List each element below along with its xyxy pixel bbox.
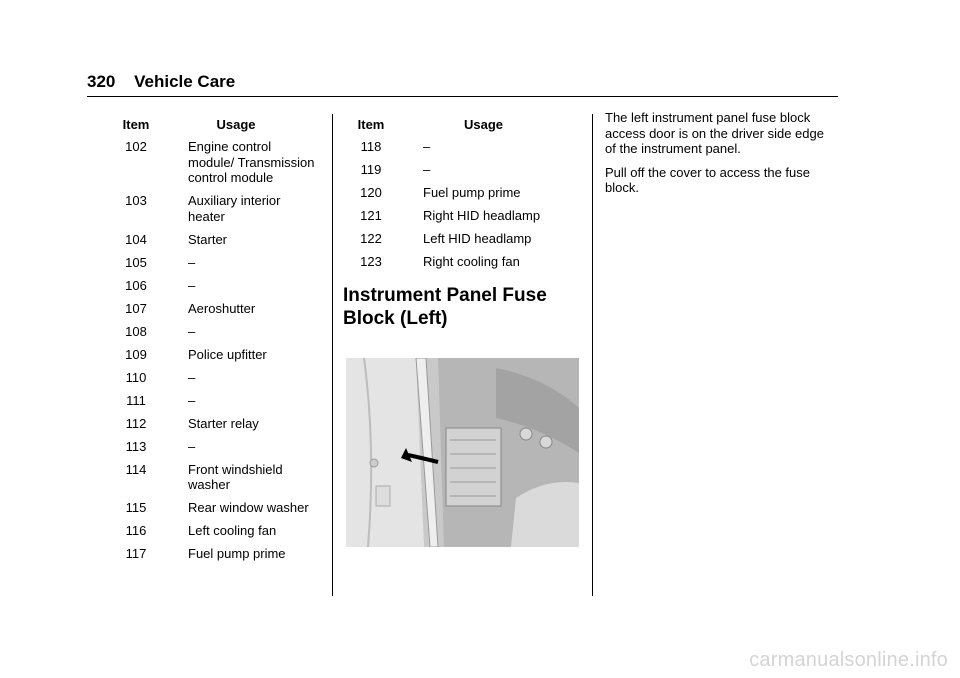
row-item-number: 111 xyxy=(126,392,146,408)
column-header-item: Item xyxy=(357,117,385,132)
row-usage: – xyxy=(188,254,196,270)
table-row xyxy=(110,546,320,562)
row-usage: – xyxy=(188,438,196,454)
column-divider-2 xyxy=(592,114,593,596)
row-usage: Starter xyxy=(188,231,228,247)
row-usage: – xyxy=(423,139,431,154)
page-title: Vehicle Care xyxy=(134,72,236,91)
row-usage: – xyxy=(188,323,196,339)
row-usage: Left cooling fan xyxy=(188,523,277,538)
table-row xyxy=(110,139,320,186)
row-item-number: 116 xyxy=(125,523,147,538)
row-item-number: 110 xyxy=(125,369,147,385)
table-row xyxy=(345,231,580,247)
table-row xyxy=(110,500,320,516)
table-header xyxy=(110,117,320,139)
table-row xyxy=(345,139,580,155)
fuse-table-2 xyxy=(345,117,580,270)
row-usage: Fuel pump prime xyxy=(423,185,521,200)
row-usage: Right HID headlamp xyxy=(423,208,541,223)
row-usage: – xyxy=(188,369,196,385)
paragraph-1: The left instrument panel fuse block access door is on the driver side edge of the instrument panel. xyxy=(605,110,824,156)
row-usage: Aeroshutter xyxy=(188,300,256,316)
row-item-number: 118 xyxy=(360,139,382,154)
row-item-number: 112 xyxy=(125,415,147,431)
row-item-number: 121 xyxy=(360,208,382,223)
row-item-number: 123 xyxy=(360,254,382,269)
row-item-number: 120 xyxy=(360,185,382,200)
row-item-number: 104 xyxy=(125,231,147,247)
row-item-number: 119 xyxy=(360,162,382,177)
row-usage: – xyxy=(423,162,431,177)
page-number: 320 xyxy=(87,72,116,91)
column-header-usage: Usage xyxy=(463,117,504,132)
paragraph-2: Pull off the cover to access the fuse block. xyxy=(605,164,810,195)
table-row xyxy=(345,208,580,224)
table-header xyxy=(345,117,580,139)
table-row xyxy=(110,439,320,455)
table-row xyxy=(110,370,320,386)
row-usage: Right cooling fan xyxy=(423,254,520,269)
table-row xyxy=(110,301,320,317)
fuse-table-1 xyxy=(110,117,320,569)
table-row xyxy=(110,462,320,493)
fuse-block-illustration xyxy=(346,358,579,547)
page-header xyxy=(87,72,235,92)
table-row xyxy=(345,185,580,201)
column-header-usage: Usage xyxy=(216,117,256,132)
row-item-number: 103 xyxy=(125,193,147,208)
row-item-number: 107 xyxy=(125,300,147,316)
row-usage: Auxiliary interior heater xyxy=(188,193,281,224)
table-row xyxy=(345,162,580,178)
table-body xyxy=(345,139,580,270)
table-row xyxy=(110,278,320,294)
table-row xyxy=(345,254,580,270)
table-row xyxy=(110,255,320,271)
row-item-number: 115 xyxy=(125,500,147,515)
row-item-number: 117 xyxy=(125,546,147,561)
row-usage: – xyxy=(188,277,196,293)
table-row xyxy=(110,393,320,409)
watermark: carmanualsonline.info xyxy=(749,649,948,671)
row-item-number: 105 xyxy=(125,254,147,270)
table-row xyxy=(110,324,320,340)
column-header-item: Item xyxy=(122,117,150,132)
row-usage: Fuel pump prime xyxy=(188,546,286,561)
table-row xyxy=(110,347,320,363)
table-row xyxy=(110,523,320,539)
row-item-number: 113 xyxy=(125,438,147,454)
section-heading: Instrument Panel Fuse Block (Left) xyxy=(343,284,547,329)
row-usage: – xyxy=(188,392,196,408)
column-divider-1 xyxy=(332,114,333,596)
row-item-number: 122 xyxy=(360,231,382,246)
row-usage: Rear window washer xyxy=(188,500,309,515)
row-item-number: 102 xyxy=(125,139,147,154)
row-item-number: 108 xyxy=(125,323,147,339)
table-row xyxy=(110,232,320,248)
row-usage: Engine control module/ Transmission control module xyxy=(188,139,315,185)
row-item-number: 114 xyxy=(125,461,147,477)
table-body xyxy=(110,139,320,562)
row-item-number: 106 xyxy=(125,277,147,293)
header-rule xyxy=(87,96,838,97)
table-row xyxy=(110,416,320,432)
text-column xyxy=(605,110,837,204)
row-item-number: 109 xyxy=(125,346,147,362)
row-usage: Front windshield washer xyxy=(188,461,283,492)
table-row xyxy=(110,193,320,224)
row-usage: Starter relay xyxy=(188,415,259,431)
column-2 xyxy=(345,117,580,330)
row-usage: Left HID headlamp xyxy=(423,231,532,246)
row-usage: Police upfitter xyxy=(188,346,267,362)
